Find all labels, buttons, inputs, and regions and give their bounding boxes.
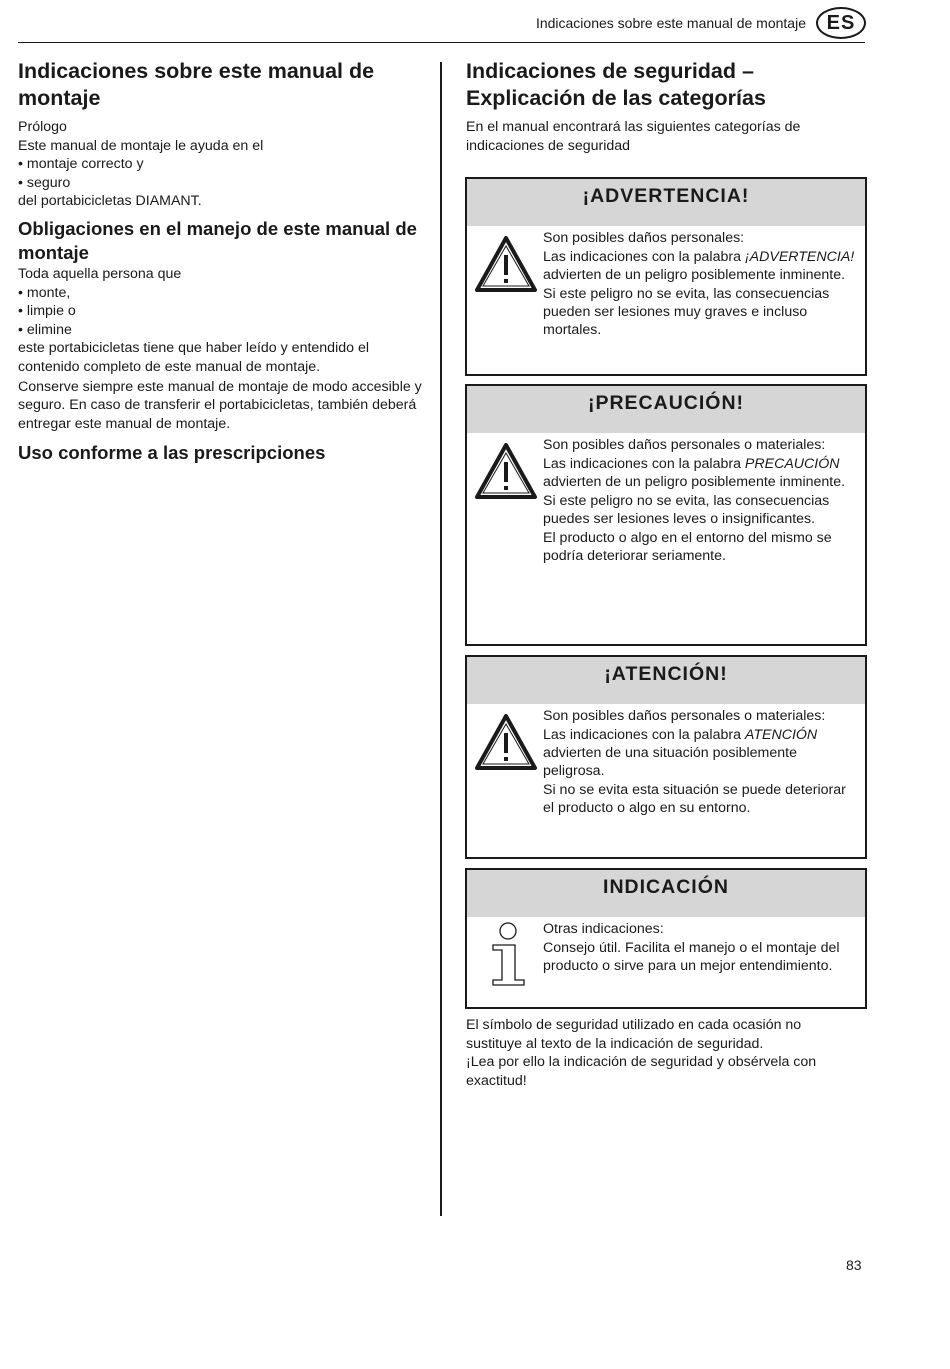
box-text: Las indicaciones con la palabra xyxy=(543,249,745,265)
box-keyword: ATENCIÓN xyxy=(744,727,818,743)
box-line: Son posibles daños personales o materiales: xyxy=(543,708,826,724)
box-line: Otras indicaciones: xyxy=(543,921,664,937)
info-i-icon xyxy=(489,922,529,993)
page-number: 83 xyxy=(846,1257,862,1273)
box-body xyxy=(543,436,859,566)
safety-intro: En el manual encontrará las siguientes categorías de indicaciones de seguridad xyxy=(466,119,801,154)
box-line: Son posibles daños personales o materiales: xyxy=(543,437,826,453)
box-title: INDICACIÓN xyxy=(467,870,865,917)
bullet-item: • seguro xyxy=(18,174,71,191)
running-header: Indicaciones sobre este manual de montaje xyxy=(535,15,806,31)
paragraph-keep-manual: Conserve siempre este manual de montaje de modo accesible y seguro. En caso de transferir el portabicicletas, también deberá entregar este manual de montaje. xyxy=(18,378,422,432)
box-text: advierten de un peligro posiblemente inminente. xyxy=(543,267,846,283)
box-body xyxy=(543,920,859,976)
column-divider xyxy=(440,62,442,1216)
box-line: Si este peligro no se evita, las consecuencias pueden ser lesiones muy graves e incluso mortales. xyxy=(543,286,830,338)
language-badge: ES xyxy=(816,7,866,39)
info-box xyxy=(465,868,867,1009)
footer-note: El símbolo de seguridad utilizado en cada ocasión no sustituye al texto de la indicación de seguridad. xyxy=(466,1017,802,1052)
box-title: ¡PRECAUCIÓN! xyxy=(467,386,865,433)
box-title: ¡ATENCIÓN! xyxy=(467,657,865,704)
box-line: Consejo útil. Facilita el manejo o el montaje del producto o sirve para un mejor entendimiento. xyxy=(543,940,840,974)
warning-triangle-icon xyxy=(474,442,538,505)
heading-obligations: Obligaciones en el manejo de este manual de montaje xyxy=(18,217,417,263)
paragraph-read-manual: este portabicicletas tiene que haber leído y entendido el contenido completo de este manual de montaje. xyxy=(18,340,369,375)
warning-triangle-icon xyxy=(474,235,538,298)
box-text: advierten de una situación posiblemente peligrosa. xyxy=(543,745,797,779)
box-body xyxy=(543,229,859,340)
box-line: Si este peligro no se evita, las consecuencias puedes ser lesiones leves o insignificantes. xyxy=(543,493,830,527)
safety-footer xyxy=(466,1016,861,1090)
bullet-item: • monte, xyxy=(18,284,71,301)
box-line: Si no se evita esta situación se puede deteriorar el producto o algo en su entorno. xyxy=(543,782,846,816)
section-title-safety: Indicaciones de seguridad – Explicación de las categorías xyxy=(466,59,766,110)
warning-box xyxy=(465,177,867,376)
box-title: ¡ADVERTENCIA! xyxy=(467,179,865,226)
box-text: Las indicaciones con la palabra xyxy=(543,727,745,743)
box-body xyxy=(543,707,859,818)
bullet-item: • limpie o xyxy=(18,303,76,320)
intro-text: Este manual de montaje le ayuda en el xyxy=(18,137,264,154)
bullet-item: • elimine xyxy=(18,321,72,338)
footer-note: ¡Lea por ello la indicación de seguridad y obsérvela con exactitud! xyxy=(466,1054,817,1089)
bullet-item: • montaje correcto y xyxy=(18,156,144,173)
box-line: Son posibles daños personales: xyxy=(543,230,745,246)
box-text: advierten de un peligro posiblemente inminente. xyxy=(543,474,846,490)
box-line xyxy=(543,726,859,780)
box-line xyxy=(543,455,859,491)
warning-triangle-icon xyxy=(474,713,538,776)
caution-box xyxy=(465,384,867,646)
box-keyword: PRECAUCIÓN xyxy=(744,456,840,472)
heading-intended-use: Uso conforme a las prescripciones xyxy=(18,442,326,464)
box-line xyxy=(543,248,859,284)
obligations-intro: Toda aquella persona que xyxy=(18,265,182,282)
prologue-label: Prólogo xyxy=(18,119,67,135)
left-column xyxy=(18,58,423,465)
box-text: Las indicaciones con la palabra xyxy=(543,456,745,472)
right-column xyxy=(466,58,866,155)
section-title-manual: Indicaciones sobre este manual de montaje xyxy=(18,59,375,110)
box-line: El producto o algo en el entorno del mismo se podría deteriorar seriamente. xyxy=(543,530,832,564)
attention-box xyxy=(465,655,867,859)
header-divider xyxy=(18,42,865,43)
box-keyword: ¡ADVERTENCIA! xyxy=(744,249,855,265)
brand-line: del portabicicletas DIAMANT. xyxy=(18,193,202,210)
